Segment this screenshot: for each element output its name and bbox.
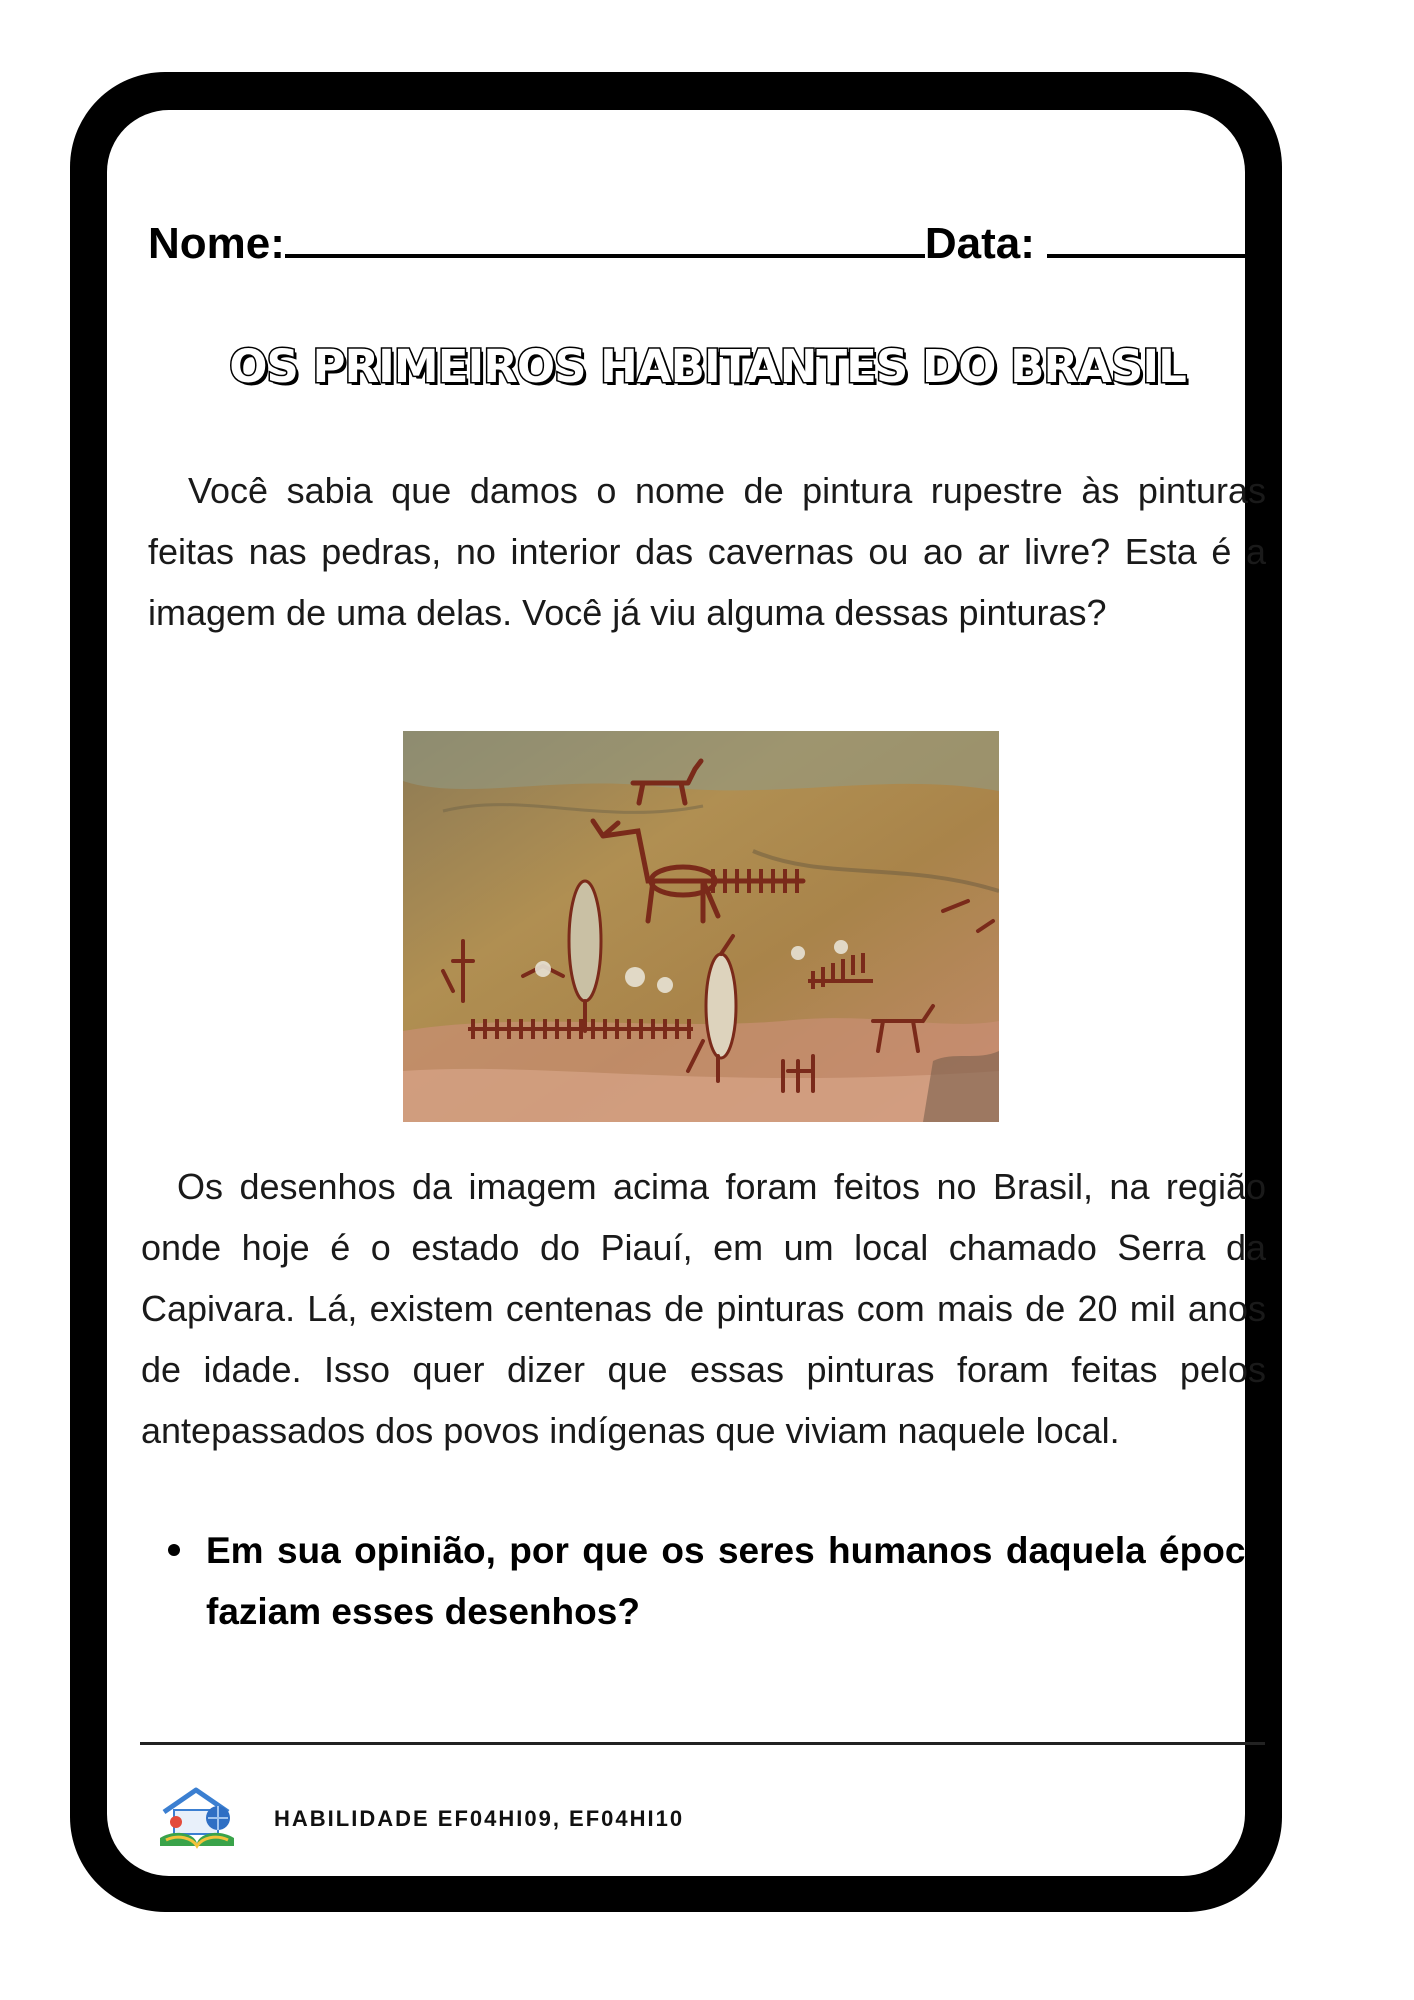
page-title: OS PRIMEIROS HABITANTES DO BRASIL — [229, 340, 1186, 393]
context-paragraph — [141, 1156, 1266, 1461]
date-label: Data: — [924, 219, 1035, 268]
intro-paragraph — [148, 460, 1266, 643]
context-text: Os desenhos da imagem acima foram feitos no Brasil, na região onde hoje é o estado do Piauí, em um local chamado Serra da Capivara. Lá, existem centenas de pinturas com mais de 20 mil anos de idade. Isso quer dizer que essas pinturas foram feitas pelos antepassados dos povos indígenas que viviam naquele local. — [141, 1166, 1266, 1451]
name-field[interactable] — [285, 210, 925, 258]
intro-text: Você sabia que damos o nome de pintura rupestre às pinturas feitas nas pedras, no interior das cavernas ou ao ar livre? Esta é a imagem de uma delas. Você já viu alguma dessas pinturas? — [148, 470, 1266, 633]
header-fields — [148, 210, 1268, 270]
date-field[interactable] — [1047, 210, 1269, 258]
question-text: Em sua opinião, por que os seres humanos daquela época faziam esses desenhos? — [206, 1530, 1266, 1632]
school-logo-icon — [156, 1782, 238, 1854]
skill-code-label: HABILIDADE EF04HI09, EF04HI10 — [274, 1806, 685, 1831]
bullet-icon — [168, 1544, 180, 1556]
rock-painting-photo — [403, 731, 999, 1122]
answer-line[interactable] — [140, 1742, 1265, 1745]
name-label: Nome: — [148, 219, 285, 268]
question-item — [168, 1520, 1266, 1642]
